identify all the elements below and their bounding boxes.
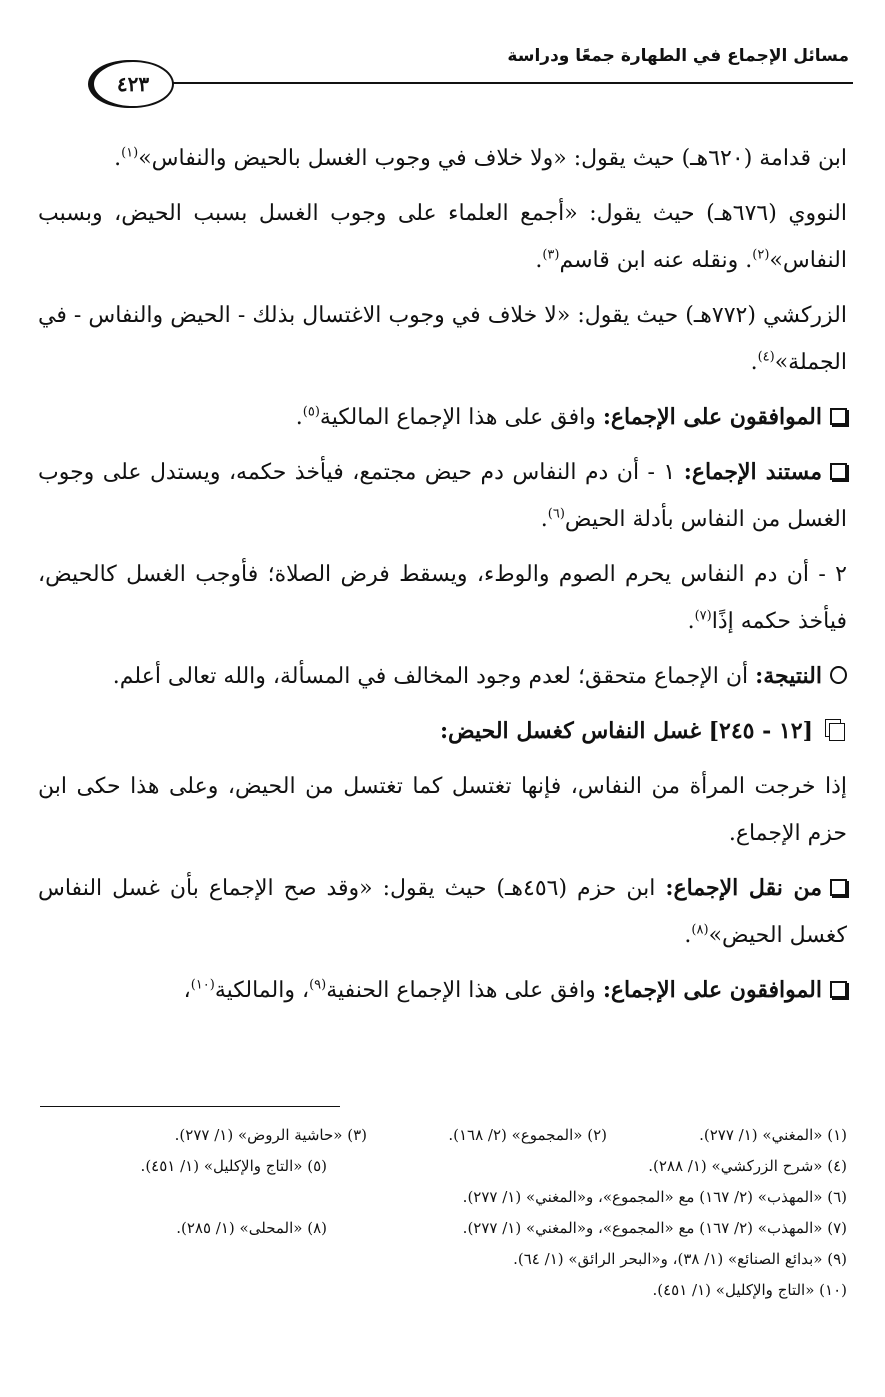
footnote-item: (١) «المغني» (١/ ٢٧٧). [699, 1126, 847, 1144]
footnotes [38, 1120, 847, 1306]
footnote-item: (٨) «المحلى» (١/ ٢٨٥). [176, 1219, 327, 1237]
footnote-ref[interactable]: (٦) [547, 506, 565, 522]
footnote-ref[interactable]: (٨) [691, 922, 709, 938]
paragraph-basis-2: ٢ - أن دم النفاس يحرم الصوم والوطء، ويسقط فرض الصلاة؛ فأوجب الغسل كالحيض، فيأخذ حكمه إذًا$^{(٧)}$. [38, 562, 847, 634]
paragraph-transmitter: من نقل الإجماع: ابن حزم (٤٥٦هـ) حيث يقول: «وقد صح الإجماع بأن غسل النفاس كغسل الحيض»$^{(٨)}$. [38, 875, 847, 948]
paragraph-intro: إذا خرجت المرأة من النفاس، فإنها تغتسل كما تغتسل من الحيض، وعلى هذا حكى ابن حزم الإجماع. [38, 774, 847, 846]
square-bullet-icon [830, 408, 847, 425]
footnote-ref[interactable]: (٧) [694, 608, 712, 624]
paragraph-zarkashi: الزركشي (٧٧٢هـ) حيث يقول: «لا خلاف في وجوب الاغتسال بذلك - الحيض والنفاس - في الجملة»$^{(٤)}$. [38, 303, 848, 375]
footnote-item: (٥) «التاج والإكليل» (١/ ٤٥١). [140, 1157, 327, 1175]
footnote-ref[interactable]: (١٠) [190, 977, 215, 993]
footnote-item: (٢) «المجموع» (٢/ ١٦٨). [448, 1126, 607, 1144]
page-number: ٤٢٣ [92, 60, 174, 108]
running-header-title: مسائل الإجماع في الطهارة جمعًا ودراسة [507, 46, 849, 66]
paragraph-ibn-qudama: ابن قدامة (٦٢٠هـ) حيث يقول: «ولا خلاف في وجوب الغسل بالحيض والنفاس»$^{(١)}$. [114, 145, 847, 171]
circle-bullet-icon [830, 666, 847, 684]
footnote-row [38, 1120, 847, 1151]
footnote-row [38, 1244, 847, 1275]
paragraph-result: النتيجة: أن الإجماع متحقق؛ لعدم وجود المخالف في المسألة، والله تعالى أعلم. [38, 653, 847, 700]
paragraph-basis: مستند الإجماع: ١ - أن دم النفاس دم حيض مجتمع، فيأخذ حكمه، ويستدل على وجوب الغسل من النفاس بأدلة الحيض$^{(٦)}$. [38, 459, 847, 532]
main-text [38, 135, 847, 1014]
square-bullet-icon [830, 463, 847, 480]
footnote-row [38, 1151, 847, 1182]
footnote-item: (٩) «بدائع الصنائع» (١/ ٣٨)، و«البحر الرائق» (١/ ٦٤). [513, 1250, 847, 1268]
footnote-item: (٦) «المهذب» (٢/ ١٦٧) مع «المجموع»، و«المغني» (١/ ٢٧٧). [462, 1188, 847, 1206]
footnote-item: (٧) «المهذب» (٢/ ١٦٧) مع «المجموع»، و«المغني» (١/ ٢٧٧). [462, 1219, 847, 1237]
square-bullet-icon [830, 879, 847, 896]
footnote-row [38, 1275, 847, 1306]
footnote-row [38, 1213, 847, 1244]
footnote-item: (٣) «حاشية الروض» (١/ ٢٧٧). [174, 1126, 367, 1144]
footnote-ref[interactable]: (٣) [542, 247, 560, 263]
paragraph-nawawi: النووي (٦٧٦هـ) حيث يقول: «أجمع العلماء على وجوب الغسل بسبب الحيض، وبسبب النفاس»$^{(٢)}$. ونقله عنه ابن قاسم$^{(٣)}$. [38, 201, 847, 273]
footnote-ref[interactable]: (٥) [302, 404, 320, 420]
footnote-separator [40, 1106, 340, 1107]
paragraph-agreeing-2: الموافقون على الإجماع: وافق على هذا الإجماع الحنفية$^{(٩)}$، والمالكية$^{(١٠)}$، [38, 967, 847, 1014]
documents-icon [825, 719, 847, 741]
footnote-ref[interactable]: (٤) [757, 349, 775, 365]
footnote-item: (١٠) «التاج والإكليل» (١/ ٤٥١). [652, 1281, 847, 1299]
footnote-ref[interactable]: (٩) [309, 977, 327, 993]
section-heading: [١٢ - ٢٤٥] غسل النفاس كغسل الحيض: [38, 708, 847, 755]
footnote-ref[interactable]: (٢) [752, 247, 770, 263]
footnote-item: (٤) «شرح الزركشي» (١/ ٢٨٨). [648, 1157, 847, 1175]
square-bullet-icon [830, 981, 847, 998]
paragraph-agreeing: الموافقون على الإجماع: وافق على هذا الإجماع المالكية$^{(٥)}$. [38, 394, 847, 441]
footnote-ref[interactable]: (١) [121, 145, 139, 161]
header-rule [165, 82, 853, 84]
footnote-row [38, 1182, 847, 1213]
